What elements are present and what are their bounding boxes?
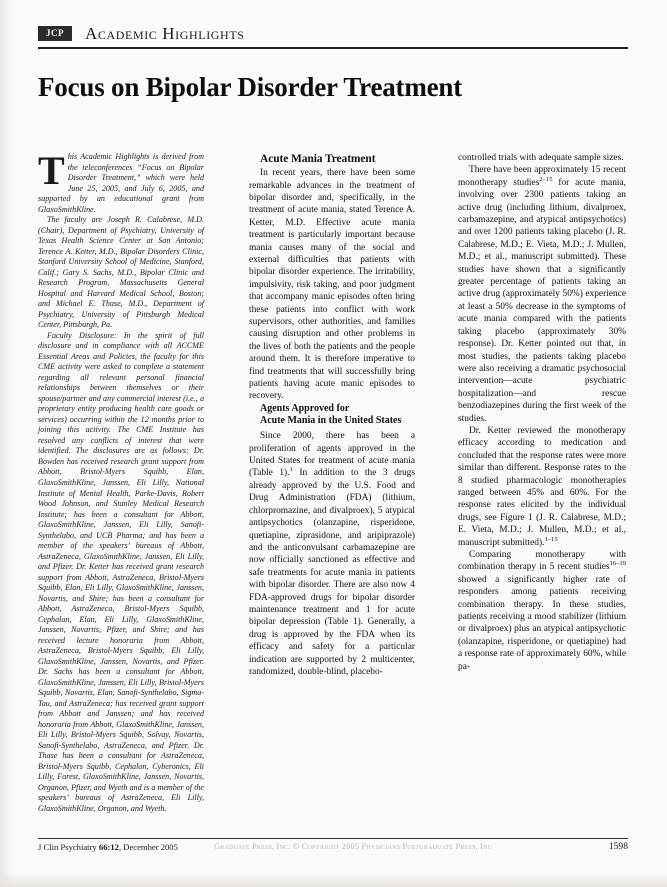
scan-shadow-left: [0, 0, 14, 887]
footer-divider: [38, 838, 628, 839]
column-front-matter: [38, 148, 204, 814]
disclosure-paragraph: Faculty Disclosure: In the spirit of full disclosure and in compliance with all ACCME Essential Areas and Policies, the faculty for this CME activity were asked to complete a statement regarding all relevant personal financial relationships between themselves or their spouse/partner and any commercial interest (i.e., a proprietary entity producing health care goods or services) occurring within the 12 months prior to joining this activity. The CME Institute has resolved any conflicts of interest that were identified. The disclosures are as follows: Dr. Bowden has received research grant support from Abbott, Bristol-Myers Squibb, Elan, GlaxoSmithKline, Janssen, Eli Lilly, National Institute of Mental Health, Parke-Davis, Robert Wood Johnson, and Stanley Medical Research Institute; has been a consultant for Abbott, GlaxoSmithKline, Janssen, Eli Lilly, Sanofi-Synthelabo, and UCB Pharma; and has been a member of the speakers’ bureaus of Abbott, AstraZeneca, GlaxoSmithKline, Janssen, Eli Lilly, and Pfizer. Dr. Ketter has received grant research support from Abbott, AstraZeneca, Bristol-Myers Squibb, Elan, Eli Lilly, GlaxoSmithKline, Janssen, Novartis, and Shire; has been a consultant for Abbott, AstraZeneca, Bristol-Myers Squibb, Cephalon, Elan, Eli Lilly, GlaxoSmithKline, Janssen, Novartis, Pfizer, and Shire; and has received lecture honoraria from Abbott, AstraZeneca, Bristol-Myers Squibb, Eli Lilly, GlaxoSmithKline, Janssen, Novartis, and Pfizer. Dr. Sachs has been a consultant for Abbott, GlaxoSmithKline, Janssen, Eli Lilly, Bristol-Myers Squibb, Novartis, Elan, Sanofi-Synthelabo, Sigma-Tau, and AstraZeneca; has received grant support from Abbott and Janssen; and has received honoraria from Abbott, GlaxoSmithKline, Janssen, Eli Lilly, Bristol-Myers Squibb, Solvay, Novartis, Sanofi-Synthelabo, AstraZeneca, and Pfizer. Dr. Thase has been a consultant for AstraZeneca, Bristol-Myers Squibb, Cephalon, Cyberonics, Eli Lilly, Forest, GlaxoSmithKline, Janssen, Novartis, Organon, Pfizer, and Wyeth and is a member of the speakers’ bureaus of AstraZeneca, Eli Lilly, GlaxoSmithKline, Organon, and Wyeth.: [38, 330, 204, 813]
copyright-watermark: Graduate Press, Inc. © Copyright 2005 Physicians Postgraduate Press, Inc: [214, 842, 492, 851]
section-heading-acute-mania: Acute Mania Treatment: [260, 153, 376, 165]
scan-shadow-bottom: [0, 872, 667, 887]
footer-journal-name: J Clin Psychiatry: [38, 842, 97, 852]
section-title: Academic Highlights: [85, 24, 245, 43]
body-paragraph: controlled trials with adequate sample sizes.: [458, 153, 624, 163]
footer-date: , December 2005: [118, 842, 178, 852]
footer-citation: [38, 842, 178, 852]
footer-volume-issue: 66:12: [98, 842, 119, 852]
journal-logo: JCP: [38, 26, 72, 41]
drop-cap: T: [38, 148, 65, 193]
column-three: [458, 152, 626, 673]
body-paragraph: There have been approximately 15 recent monotherapy studies$^{2-15}$ for acute mania, involving over 2300 patients taking an active drug (including lithium, divalproex, carbamazepine, and atypical antipsychotics) and over 1200 patients taking placebo (J. R. Calabrese, M.D.; E. Vieta, M.D.; J. Mullen, M.D.; et al., manuscript submitted). These studies have shown that a significantly greater percentage of patients taking an active drug (approximately 50%) experience at least a 50% decrease in the symptoms of acute mania compared with the patients taking placebo (approximately 30% response). Dr. Ketter pointed out that, in most studies, the patients taking placebo were also receiving a dramatic psychosocial intervention—acute psychiatric hospitalization—and rescue benzodiazepines during the first week of the studies.: [458, 165, 626, 424]
subheading-line-1: Agents Approved for: [260, 402, 350, 414]
column-two: [249, 152, 415, 678]
body-paragraph: Since 2000, there has been a proliferation of agents approved in the United States for treatment of acute mania (Table 1).$^1$ In addition to the 3 drugs already approved by the U.S. Food and Drug Administration (FDA) (lithium, chlorpromazine, and divalproex), 5 atypical antipsychotics (olanzapine, risperidone, quetiapine, ziprasidone, and aripiprazole) and the anticonvulsant carbamazepine are now officially sanctioned as effective and safe treatments for acute mania in patients with bipolar disorder. There are also now 4 FDA-approved drugs for bipolar disorder maintenance treatment and 1 for acute bipolar depression (Table 1). Generally, a drug is approved by the FDA when its efficacy and safety for a particular indication are supported by 2 multicenter, randomized, double-blind, placebo-: [249, 431, 415, 677]
body-paragraph: In recent years, there have been some remarkable advances in the treatment of bipolar disorder and, specifically, in the treatment of acute mania, stated Terence A. Ketter, M.D. Effective acute mania treatment is particularly important because mania causes many of the social and external difficulties that patients with bipolar disorder experience. The irritability, impulsivity, risk taking, and poor judgment that accompany manic episodes often bring these patients into conflict with work supervisors, other authorities, and families causing disruption and other problems in the lives of both the patients and the people around them. It is therefore imperative to find treatments that will successfully bring patients having acute manic episodes to recovery.: [249, 168, 415, 402]
page-footer: [0, 838, 667, 868]
page-title: Focus on Bipolar Disorder Treatment: [38, 72, 462, 102]
body-paragraph: Dr. Ketter reviewed the monotherapy efficacy according to medication and concluded that the response rates were more similar than different. Response rates to the 8 studied pharmacologic monotherapies ranged between 45% and 60%. For the response rates elicited by the individual drugs, see Figure 1 (J. R. Calabrese, M.D.; E. Vieta, M.D.; J. Mullen, M.D.; et al., manuscript submitted).$^{1-15}$: [458, 425, 626, 548]
intro-paragraph: [38, 148, 204, 215]
intro-text: his Academic Highlights is derived from the teleconferences “Focus on Bipolar Disorder Treatment,” which were held June 25, 2005, and July 6, 2005, and supported by an educational grant from GlaxoSmithKline.: [38, 152, 204, 214]
masthead: [38, 26, 628, 58]
subheading-line-2: Acute Mania in the United States: [260, 415, 402, 427]
body-paragraph: Comparing monotherapy with combination therapy in 5 recent studies$^{16-19}$ showed a significantly higher rate of responders among patients receiving combination therapy. In these studies, patients receiving a mood stabilizer (lithium or divalproex) plus an atypical antipsychotic (olanzapine, risperidone, or quetiapine) had a response rate of approximately 60%, while pa-: [458, 550, 626, 672]
faculty-paragraph: The faculty are Joseph R. Calabrese, M.D. (Chair), Department of Psychiatry, University of Texas Health Science Center at San Antonio; Terence A. Ketter, M.D., Bipolar Disorders Clinic, Stanford University School of Medicine, Stanford, Calif.; Gary S. Sachs, M.D., Bipolar Clinic and Research Program, Massachusetts General Hospital and Harvard Medical School, Boston; and Michael E. Thase, M.D., Department of Psychiatry, University of Pittsburgh Medical Center, Pittsburgh, Pa.: [38, 215, 204, 330]
page-number: 1598: [608, 841, 628, 852]
masthead-divider: [38, 47, 628, 49]
